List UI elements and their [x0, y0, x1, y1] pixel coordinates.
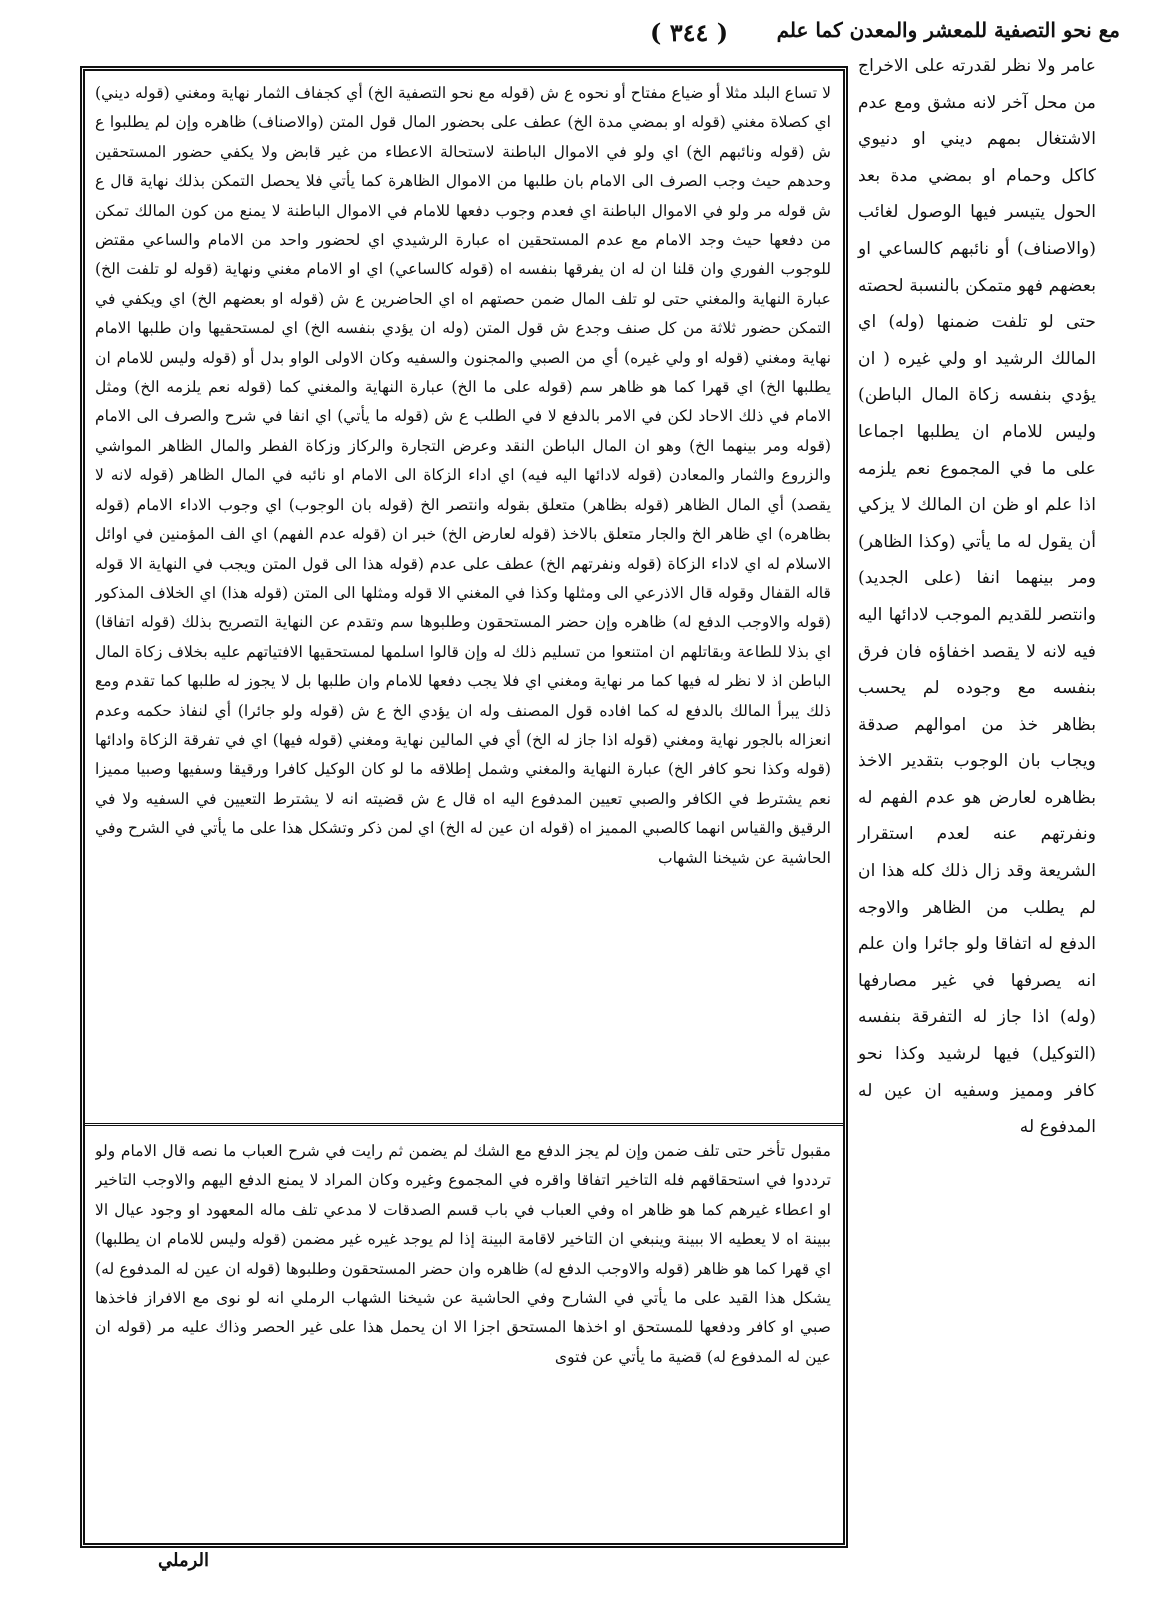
- catchword: الرملي: [158, 1550, 210, 1571]
- frame-divider: [85, 1123, 843, 1126]
- running-title: مع نحو التصفية للمعشر والمعدن كما علم: [776, 18, 1120, 42]
- commentary-frame: [80, 66, 848, 1548]
- main-commentary: [95, 79, 831, 1119]
- margin-text: عامر ولا نظر لقدرته على الاخراج من محل آخر لانه مشق ومع عدم الاشتغال بمهم ديني او دنيوي كاكل وحمام او بمضي مدة بعد الحول يتيسر فيها الوصول لغائب (والاصناف) أو نائبهم كالساعي او بعضهم فهو متمكن بالنسبة لحصته حتى لو تلفت ضمنها (وله) اي المالك الرشيد او ولي غيره ( ان يؤدي بنفسه زكاة المال الباطن) وليس للامام ان يطلبها اجماعا على ما في المجموع نعم يلزمه اذا علم او ظن ان المالك لا يزكي أن يقول له ما يأتي (وكذا الظاهر) ومر بينهما انفا (على الجديد) وانتصر للقديم الموجب لادائها اليه فيه لانه لا يقصد اخفاؤه فان فرق بنفسه مع وجوده لم يحسب بظاهر خذ من اموالهم صدقة ويجاب بان الوجوب بتقدير الاخذ بظاهره لعارض هو عدم الفهم له ونفرتهم عنه لعدم استقرار الشريعة وقد زال ذلك كله هذا ان لم يطلب من الظاهر والاوجه الدفع له اتفاقا ولو جائرا وان علم انه يصرفها في غير مصارفها (وله) اذا جاز له التفرقة بنفسه (التوكيل) فيها لرشيد وكذا نحو كافر ومميز وسفيه ان عين له المدفوع له: [858, 56, 1096, 1138]
- page-number: ( ٣٤٤ ): [650, 18, 729, 47]
- margin-text-column: [858, 48, 1096, 1578]
- lower-commentary-text: مقبول تأخر حتى تلف ضمن وإن لم يجز الدفع مع الشك لم يضمن ثم رايت في شرح العباب ما نصه قال الامام ولو ترددوا في استحقاقهم فله التاخير اتفاقا واقره في المجموع وغيره وكان المراد لا يمنع الدفع اليهم والاوجب التاخير او اعطاء غيرهم كما هو ظاهر اه وفي العباب في باب قسم الصدقات لا مدعي تلف ماله المعهود او وجود عيال الا ببينة اه لا يعطيه الا ببينة وينبغي ان التاخير لاقامة البينة إذا لم يوجد غيره غير مضمن (قوله وليس للامام ان يطلبها) اي قهرا كما هو ظاهر (قوله والاوجب الدفع له) ظاهره وان حضر المستحقون وطلبوها (قوله ان عين له المدفوع له) يشكل هذا القيد على ما يأتي في الشارح وفي الحاشية عن شيخنا الشهاب الرملي انه لو نوى مع الافراز فاخذها صبي او كافر ودفعها للمستحق او اخذها المستحق اجزا الا ان يحمل هذا على غير الحصر وذاك عليه مر (قوله ان عين له المدفوع له) قضية ما يأتي عن فتوى: [95, 1142, 831, 1366]
- lower-commentary: [95, 1137, 831, 1537]
- main-commentary-text: لا تساع البلد مثلا أو ضياع مفتاح أو نحوه ع ش (قوله مع نحو التصفية الخ) أي كجفاف الثمار نهاية ومغني (قوله ديني) اي كصلاة مغني (قوله او بمضي مدة الخ) عطف على بحضور المال قول المتن (والاصناف) ظاهره وإن لم يطلبوا ع ش (قوله ونائبهم الخ) اي ولو في الاموال الباطنة لاستحالة الاعطاء من غير قابض ولا يكفي حضور المستحقين وحدهم حيث وجب الصرف الى الامام بان طلبها من الاموال الظاهرة كما يأتي فلا يحصل التمكن بذلك نهاية قال ع ش قوله مر ولو في الاموال الباطنة اي فعدم وجوب دفعها للامام في الاموال الباطنة لا يمنع من كون المالك تمكن من دفعها حيث وجد الامام مع عدم المستحقين اه عبارة الرشيدي اي لحضور واحد من الامام والساعي مقتض للوجوب الفوري وان قلنا ان له ان يفرقها بنفسه اه (قوله كالساعي) اي او الامام مغني ونهاية (قوله لو تلفت الخ) عبارة النهاية والمغني حتى لو تلف المال ضمن حصتهم اه اي الحاضرين ع ش (قوله او بعضهم الخ) اي ويكفي في التمكن حضور ثلاثة من كل صنف وجدع ش قول المتن (وله ان يؤدي بنفسه الخ) اي لمستحقيها وان طلبها الامام نهاية ومغني (قوله او ولي غيره) أي من الصبي والمجنون والسفيه وكان الاولى الواو بدل أو (قوله وليس للامام ان يطلبها الخ) اي قهرا كما هو ظاهر سم (قوله على ما الخ) عبارة النهاية والمغني كما (قوله نعم يلزمه الخ) ومثل الامام في ذلك الاحاد لكن في الامر بالدفع لا في الطلب ع ش (قوله ما يأتي) اي انفا في شرح والصرف الى الامام (قوله ومر بينهما الخ) وهو ان المال الباطن النقد وعرض التجارة والركاز وزكاة الفطر والمال الظاهر المواشي والزروع والثمار والمعادن (قوله لادائها اليه فيه) اي اداء الزكاة الى الامام او نائبه في المال الظاهر (قوله لانه لا يقصد) أي المال الظاهر (قوله بظاهر) متعلق بقوله وانتصر الخ (قوله بان الوجوب) اي وجوب الاداء الامام (قوله بظاهره) اي ظاهر الخ والجار متعلق بالاخذ (قوله لعارض الخ) خبر ان (قوله عدم الفهم) اي الف المؤمنين في اوائل الاسلام له اي لاداء الزكاة (قوله ونفرتهم الخ) عطف على عدم (قوله هذا الى قول المتن ويجب في النهاية الا قوله قاله القفال وقوله قال الاذرعي الى ومثلها وكذا في المغني الا قوله ومثلها الى المتن (قوله هذا) اي الخلاف المذكور (قوله والاوجب الدفع له) ظاهره وإن حضر المستحقون وطلبوها سم وتقدم عن النهاية التصريح بذلك (قوله اتفاقا) اي بذلا للطاعة وبقاتلهم ان امتنعوا من تسليم ذلك له وإن قالوا اسلمها لمستحقيها الافتياتهم عليه بخلاف زكاة المال الباطن اذ لا نظر له فيها كما مر نهاية ومغني اي فلا يجب دفعها للامام وان طلبها بل لا يجوز له طلبها كما تقدم ومع ذلك يبرأ المالك بالدفع له كما افاده قول المصنف وله ان يؤدي الخ ع ش (قوله ولو جائرا) أي لنفاذ حكمه وعدم انعزاله بالجور نهاية ومغني (قوله اذا جاز له الخ) أي في المالين نهاية ومغني (قوله فيها) اي في تفرقة الزكاة وادائها (قوله وكذا نحو كافر الخ) عبارة النهاية والمغني وشمل إطلاقه ما لو كان الوكيل كافرا ورقيقا وسفيها وصبيا مميزا نعم يشترط في الكافر والصبي تعيين المدفوع اليه اه قال ع ش قضيته انه لا يشترط التعيين في السفيه ولا في الرقيق والقياس انهما كالصبي المميز اه (قوله ان عين له الخ) اي لمن ذكر وتشكل هذا على ما يأتي في الشرح وفي الحاشية عن شيخنا الشهاب: [95, 84, 831, 867]
